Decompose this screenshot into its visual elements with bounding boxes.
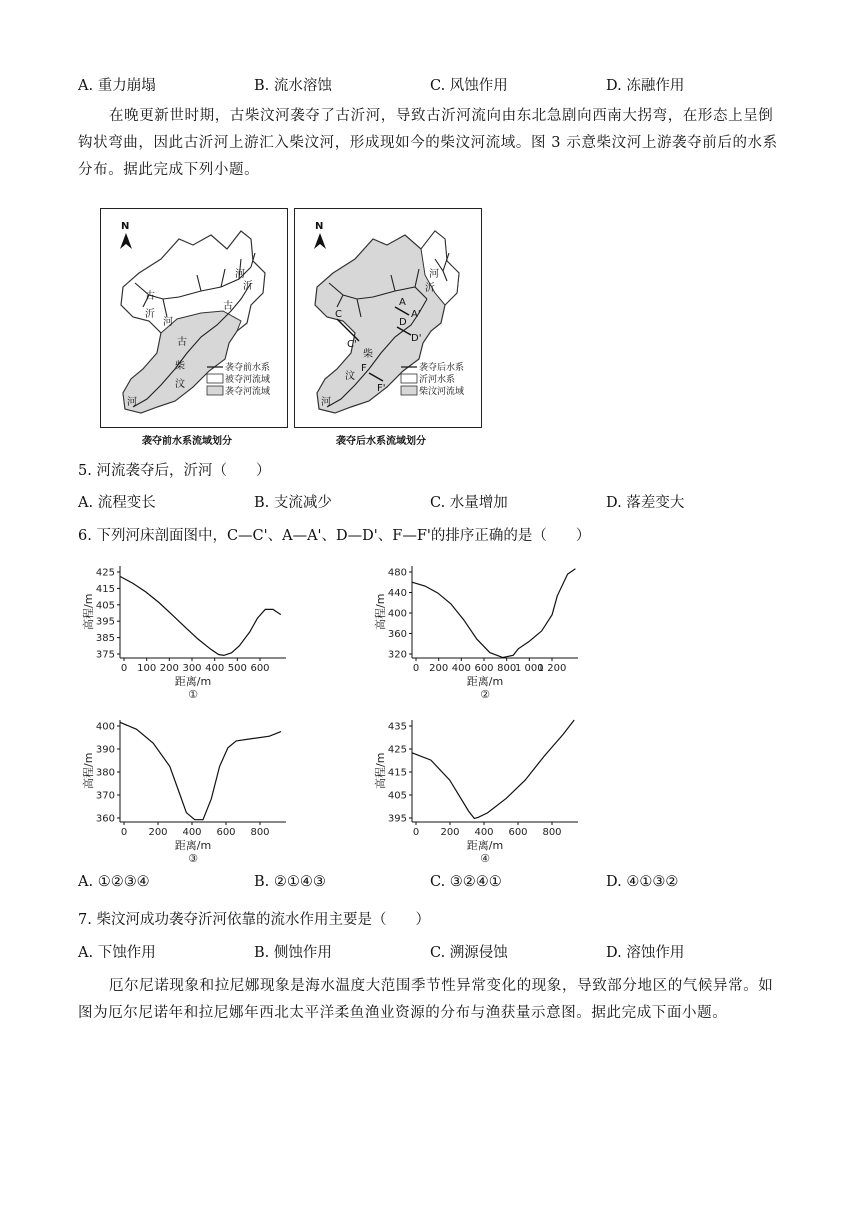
x-tick-label: 1 000 bbox=[515, 663, 544, 674]
map-after-svg bbox=[295, 209, 481, 427]
map-before-caption: 袭夺前水系流域划分 bbox=[142, 436, 232, 447]
profile-line bbox=[412, 569, 575, 658]
y-axis-label: 高程/m bbox=[82, 593, 95, 630]
q7-option-b: B. 侧蚀作用 bbox=[254, 945, 332, 961]
x-tick-label: 400 bbox=[182, 827, 202, 838]
q7-option-c: C. 溯源侵蚀 bbox=[430, 945, 508, 961]
q6-option-b: B. ②①④③ bbox=[254, 874, 326, 890]
q7-option-d: D. 溶蚀作用 bbox=[606, 945, 685, 961]
svg-text:D': D' bbox=[411, 333, 422, 344]
x-tick-label: 600 bbox=[216, 827, 236, 838]
x-tick-label: 800 bbox=[542, 827, 562, 838]
y-tick-label: 380 bbox=[95, 767, 115, 779]
y-axis-label: 高程/m bbox=[374, 593, 387, 630]
y-tick-label: 400 bbox=[387, 608, 407, 620]
y-tick-label: 400 bbox=[95, 721, 115, 733]
x-axis-label: 距离/m bbox=[466, 675, 504, 688]
y-tick-label: 405 bbox=[387, 790, 407, 802]
q5-option-d: D. 落差变大 bbox=[606, 495, 685, 511]
q7-option-a: A. 下蚀作用 bbox=[78, 945, 156, 961]
svg-text:F': F' bbox=[377, 383, 386, 394]
y-tick-label: 375 bbox=[95, 649, 115, 661]
q6-option-c: C. ③②④① bbox=[430, 874, 502, 890]
x-tick-label: 600 bbox=[474, 663, 494, 674]
profile-chart-1 bbox=[78, 560, 298, 700]
intro-paragraph-1: 在晚更新世时期，古柴汶河袭夺了古沂河，导致古沂河流向由东北急剧向西南大拐弯，在形态上呈倒钩状弯曲，因此古沂河上游汇入柴汶河，形成现如今的柴汶河流域。图 3 示意柴汶河上游袭夺前后的水系分布。据此完成下列小题。 bbox=[78, 108, 778, 178]
x-tick-label: 400 bbox=[451, 663, 471, 674]
svg-text:古: 古 bbox=[223, 301, 233, 312]
y-tick-label: 390 bbox=[95, 744, 115, 756]
svg-text:河: 河 bbox=[321, 397, 331, 408]
y-tick-label: 415 bbox=[95, 583, 115, 595]
x-axis-label: 距离/m bbox=[466, 839, 504, 852]
q5-option-a: A. 流程变长 bbox=[78, 495, 156, 511]
y-tick-label: 480 bbox=[387, 567, 407, 579]
north-arrow-icon bbox=[120, 233, 132, 249]
y-tick-label: 360 bbox=[387, 629, 407, 640]
map-before-legend bbox=[207, 361, 270, 397]
q6-option-d: D. ④①③② bbox=[606, 874, 679, 890]
svg-text:汶: 汶 bbox=[175, 379, 185, 390]
x-tick-label: 300 bbox=[182, 663, 202, 674]
x-tick-label: 200 bbox=[159, 663, 179, 674]
profile-chart-3 bbox=[78, 714, 298, 864]
svg-text:A': A' bbox=[411, 309, 421, 320]
svg-text:沂: 沂 bbox=[145, 309, 155, 320]
svg-text:A: A bbox=[399, 297, 406, 308]
x-tick-label: 0 bbox=[412, 827, 420, 838]
svg-text:河: 河 bbox=[429, 269, 439, 280]
question-7: 7. 柴汶河成功袭夺沂河依靠的流水作用主要是（ ） bbox=[78, 912, 430, 928]
chart-number: ③ bbox=[188, 852, 198, 864]
y-tick-label: 405 bbox=[95, 600, 115, 612]
y-tick-label: 395 bbox=[387, 813, 407, 825]
chart-number: ④ bbox=[480, 852, 490, 864]
x-tick-label: 200 bbox=[429, 663, 449, 674]
svg-text:袭夺河流域: 袭夺河流域 bbox=[225, 387, 271, 397]
q4-option-b: B. 流水溶蚀 bbox=[254, 78, 332, 94]
x-tick-label: 100 bbox=[137, 663, 157, 674]
q4-option-d: D. 冻融作用 bbox=[606, 78, 685, 94]
x-tick-label: 0 bbox=[120, 663, 128, 674]
x-tick-label: 200 bbox=[148, 827, 168, 838]
map-after-legend bbox=[401, 361, 464, 397]
y-axis-label: 高程/m bbox=[374, 752, 387, 789]
question-6: 6. 下列河床剖面图中，C—C'、A—A'、D—D'、F—F'的排序正确的是（ ） bbox=[78, 528, 591, 544]
x-axis-label: 距离/m bbox=[174, 839, 212, 852]
x-tick-label: 1 200 bbox=[537, 663, 567, 674]
svg-text:C: C bbox=[335, 309, 342, 320]
map-before-capture bbox=[100, 208, 288, 428]
question-5: 5. 河流袭夺后，沂河（ ） bbox=[78, 463, 271, 479]
map-after-caption: 袭夺后水系流域划分 bbox=[336, 436, 426, 447]
x-tick-label: 800 bbox=[497, 663, 517, 674]
svg-text:河: 河 bbox=[235, 269, 245, 280]
y-tick-label: 440 bbox=[387, 588, 407, 599]
profile-line bbox=[120, 722, 281, 819]
svg-text:沂: 沂 bbox=[243, 281, 253, 292]
svg-text:D: D bbox=[399, 317, 407, 328]
x-tick-label: 0 bbox=[120, 827, 128, 838]
north-arrow-icon bbox=[314, 233, 326, 249]
intro-paragraph-2: 厄尔尼诺现象和拉尼娜现象是海水温度大范围季节性异常变化的现象，导致部分地区的气候异常。如图为厄尔尼诺年和拉尼娜年西北太平洋柔鱼渔业资源的分布与渔获量示意图。据此完成下面小题。 bbox=[78, 978, 774, 1021]
svg-text:F: F bbox=[361, 363, 367, 374]
profile-line bbox=[412, 720, 574, 818]
x-tick-label: 500 bbox=[227, 663, 247, 674]
svg-text:沂河水系: 沂河水系 bbox=[419, 375, 456, 385]
y-tick-label: 395 bbox=[95, 616, 115, 628]
profile-line bbox=[120, 576, 281, 655]
y-tick-label: 360 bbox=[95, 813, 115, 825]
y-tick-label: 425 bbox=[95, 567, 115, 579]
svg-text:河: 河 bbox=[127, 397, 137, 408]
y-tick-label: 370 bbox=[95, 790, 115, 802]
x-tick-label: 600 bbox=[250, 663, 270, 674]
svg-text:袭夺后水系: 袭夺后水系 bbox=[419, 363, 465, 373]
svg-text:被夺河流域: 被夺河流域 bbox=[225, 375, 271, 385]
svg-text:沂: 沂 bbox=[425, 283, 435, 294]
chart-number: ② bbox=[480, 688, 490, 700]
svg-text:柴: 柴 bbox=[363, 349, 373, 360]
x-tick-label: 400 bbox=[474, 827, 494, 838]
svg-text:河: 河 bbox=[163, 317, 173, 328]
svg-text:汶: 汶 bbox=[345, 371, 355, 382]
map-after-capture bbox=[294, 208, 482, 428]
svg-text:柴: 柴 bbox=[175, 361, 185, 372]
y-tick-label: 320 bbox=[387, 649, 407, 661]
svg-text:柴汶河流域: 柴汶河流域 bbox=[419, 387, 465, 397]
x-tick-label: 600 bbox=[508, 827, 528, 838]
chart-number: ① bbox=[188, 688, 198, 700]
y-tick-label: 425 bbox=[387, 744, 407, 756]
q4-option-a: A. 重力崩塌 bbox=[78, 78, 156, 94]
svg-text:C': C' bbox=[347, 339, 357, 350]
map-before-svg bbox=[101, 209, 287, 427]
y-tick-label: 415 bbox=[387, 767, 407, 779]
svg-text:古: 古 bbox=[145, 291, 155, 302]
y-tick-label: 385 bbox=[95, 633, 115, 645]
profile-chart-4 bbox=[370, 714, 590, 864]
q4-option-c: C. 风蚀作用 bbox=[430, 78, 508, 94]
y-axis-label: 高程/m bbox=[82, 752, 95, 789]
q5-option-c: C. 水量增加 bbox=[430, 495, 508, 511]
x-tick-label: 0 bbox=[412, 663, 420, 674]
svg-text:袭夺前水系: 袭夺前水系 bbox=[225, 363, 271, 373]
svg-text:N: N bbox=[315, 221, 324, 232]
q5-option-b: B. 支流减少 bbox=[254, 495, 332, 511]
y-tick-label: 435 bbox=[387, 721, 407, 733]
x-tick-label: 200 bbox=[440, 827, 460, 838]
profile-chart-2 bbox=[370, 560, 590, 700]
q6-option-a: A. ①②③④ bbox=[78, 874, 150, 890]
x-tick-label: 400 bbox=[205, 663, 225, 674]
x-tick-label: 800 bbox=[250, 827, 270, 838]
north-label: N bbox=[121, 221, 130, 232]
svg-text:古: 古 bbox=[177, 337, 187, 348]
x-axis-label: 距离/m bbox=[174, 675, 212, 688]
